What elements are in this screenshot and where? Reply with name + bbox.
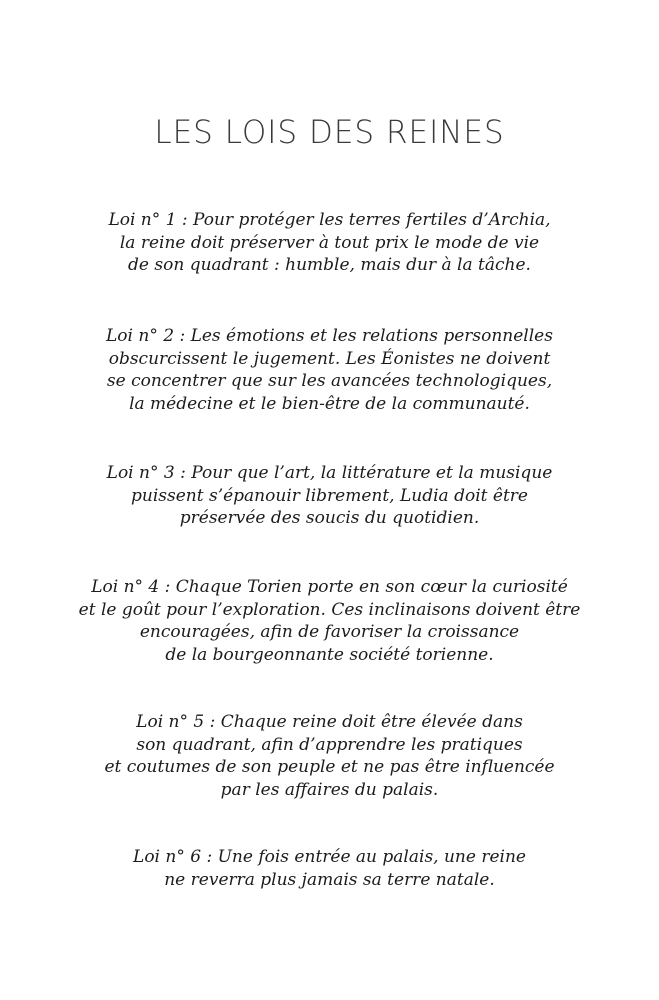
law-line: la médecine et le bien-être de la communauté. [129, 393, 530, 414]
law-line: Loi n° 4 : Chaque Torien porte en son cœur la curiosité [91, 577, 568, 597]
law-2 [60, 325, 599, 415]
law-line: de son quadrant : humble, mais dur à la tâche. [128, 255, 531, 275]
law-line: Loi n° 1 : Pour protéger les terres fertiles d’Archia, [108, 210, 551, 230]
law-line: se concentrer que sur les avancées technologiques, [106, 371, 553, 391]
law-line: et le goût pour l’exploration. Ces inclinaisons doivent être [78, 599, 581, 620]
law-5 [60, 711, 599, 801]
law-line: de la bourgeonnante société torienne. [165, 644, 494, 665]
law-line: par les affaires du palais. [220, 779, 439, 800]
law-3 [60, 462, 599, 530]
law-line: son quadrant, afin d’apprendre les pratiques [136, 734, 523, 755]
law-line: préservée des soucis du quotidien. [179, 508, 480, 528]
law-line: Loi n° 5 : Chaque reine doit être élevée dans [136, 712, 523, 732]
law-line: obscurcissent le jugement. Les Éonistes ne doivent [108, 348, 551, 369]
law-line: Loi n° 6 : Une fois entrée au palais, une reine [133, 847, 526, 867]
law-4 [60, 576, 599, 666]
law-line: encouragées, afin de favoriser la croissance [139, 622, 520, 642]
law-line: Loi n° 2 : Les émotions et les relations personnelles [106, 326, 553, 346]
law-line: Loi n° 3 : Pour que l’art, la littérature et la musique [106, 463, 553, 483]
law-1 [60, 209, 599, 277]
law-6 [60, 846, 599, 891]
page-title: LES LOIS DES REINES [154, 114, 505, 152]
law-line: ne reverra plus jamais sa terre natale. [164, 869, 495, 890]
law-line: et coutumes de son peuple et ne pas être influencée [104, 757, 555, 777]
law-line: puissent s’épanouir librement, Ludia doit être [131, 485, 528, 506]
law-line: la reine doit préserver à tout prix le mode de vie [119, 232, 540, 253]
